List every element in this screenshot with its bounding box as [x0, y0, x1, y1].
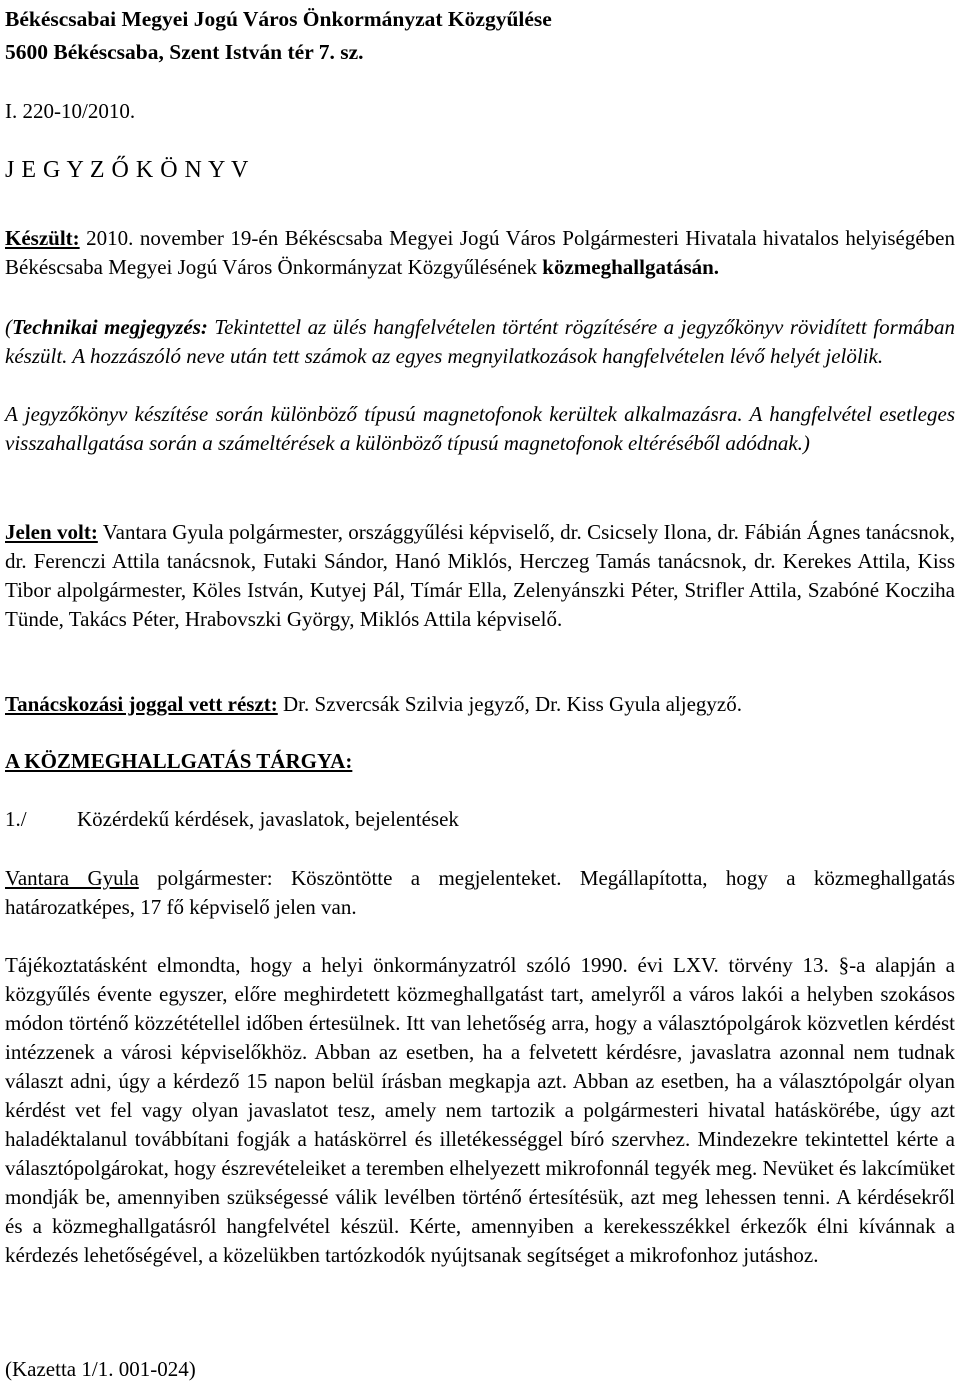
document-title: J E G Y Z Ő K Ö N Y V [5, 157, 249, 183]
document-reference: I. 220-10/2010. [5, 99, 136, 123]
keszult-bold-end: közmeghallgatásán. [542, 255, 720, 279]
tanacskozasi-label: Tanácskozási joggal vett részt: [5, 692, 278, 716]
jelen-label: Jelen volt: [5, 520, 98, 544]
technical-note-open: ( [5, 315, 12, 339]
agenda-item-text: Közérdekű kérdések, javaslatok, bejelentések [77, 807, 459, 831]
tanacskozasi-paragraph [5, 690, 955, 719]
mayor-text: polgármester: Köszöntötte a megjelenteket. Megállapította, hogy a közmeghallgatás határozatképes, 17 fő képviselő jelen van. [5, 866, 955, 919]
tanacskozasi-text: Dr. Szvercsák Szilvia jegyző, Dr. Kiss Gyula aljegyző. [277, 692, 742, 716]
technical-note-text: Tekintettel az ülés hangfelvételen történt rögzítésére a jegyzőkönyv rövidített formában készült. A hozzászóló neve után tett számok az egyes megnyilatkozások hangfelvételen lévő helyét jelölik. [5, 315, 955, 368]
org-address: 5600 Békéscsaba, Szent István tér 7. sz. [5, 40, 364, 64]
technical-note-label: Technikai megjegyzés: [12, 315, 208, 339]
agenda-item-1 [5, 805, 955, 834]
org-name: Békéscsabai Megyei Jogú Város Önkormányzat Közgyűlése [5, 7, 552, 31]
technical-note-close: ) [802, 431, 810, 455]
agenda-item-number: 1./ [5, 807, 27, 831]
info-paragraph: Tájékoztatásként elmondta, hogy a helyi önkormányzatról szóló 1990. évi LXV. törvény 13. §-a alapján a közgyűlés évente egyszer, előre meghirdetett közmeghallgatást tart, amelyről a város lakói a helyben szokásos módon történő közzététellel időben értesülnek. Itt van lehetőség arra, hogy a választópolgárok közvetlen kérdést intézzenek a városi képviselőkhöz. Abban az esetben, ha a felvetett kérdésre, javaslatra azonnal nem tudnak választ adni, úgy a kérdező 15 napon belül írásban megkapja azt. Abban az esetben, ha a választópolgár olyan kérdést vet fel vagy olyan javaslatot tesz, amely nem tartozik a polgármesteri hivatal hatáskörébe, úgy azt haladéktalanul továbbítani fogják a hatáskörrel és illetékességgel bíró szervhez. Mindezekre tekintettel kérte a választópolgárokat, hogy észrevételeiket a teremben elhelyezett mikrofonnál tegyék meg. Nevüket és lakcímüket mondják be, amennyiben szükségessé válik levélben történő értesítésük, azt meg lehessen tenni. A kérdésekről és a közmeghallgatásról hangfelvétel készül. Kérte, amennyiben a kerekesszékkel érkezők élni kívánnak a kérdezés lehetőségével, a közelükben tartózkodók nyújtsanak segítséget a mikrofonhoz jutáshoz. [5, 953, 955, 1267]
mayor-paragraph [5, 864, 955, 922]
jelen-text: Vantara Gyula polgármester, országgyűlési képviselő, dr. Csicsely Ilona, dr. Fábián Ágnes tanácsnok, dr. Ferenczi Attila tanácsnok, Futaki Sándor, Hanó Miklós, Herczeg Tamás tanácsnok, dr. Kerekes Attila, Kiss Tibor alpolgármester, Köles István, Kutyej Pál, Tímár Ella, Zelenyánszki Péter, Strifler Attila, Szabóné Kocziha Tünde, Takács Péter, Hrabovszki György, Miklós Attila képviselő. [5, 520, 955, 631]
jelen-paragraph [5, 518, 955, 634]
keszult-paragraph [5, 224, 955, 282]
speaker-name: Vantara Gyula [5, 866, 139, 890]
kazetta-ref: (Kazetta 1/1. 001-024) [5, 1357, 196, 1381]
keszult-text: 2010. november 19-én Békéscsaba Megyei Jogú Város Polgármesteri Hivatala hivatalos helyiségében Békéscsaba Megyei Jogú Város Önkormányzat Közgyűlésének [5, 226, 955, 279]
technical-note [5, 313, 955, 371]
targya-heading: A KÖZMEGHALLGATÁS TÁRGYA: [5, 749, 353, 773]
keszult-label: Készült: [5, 226, 80, 250]
technical-note-2 [5, 400, 955, 458]
technical-note-text-2: A jegyzőkönyv készítése során különböző típusú magnetofonok kerültek alkalmazásra. A hangfelvétel esetleges visszahallgatása során a számeltérések a különböző típusú magnetofonok eltéréséből adódnak. [5, 402, 955, 455]
